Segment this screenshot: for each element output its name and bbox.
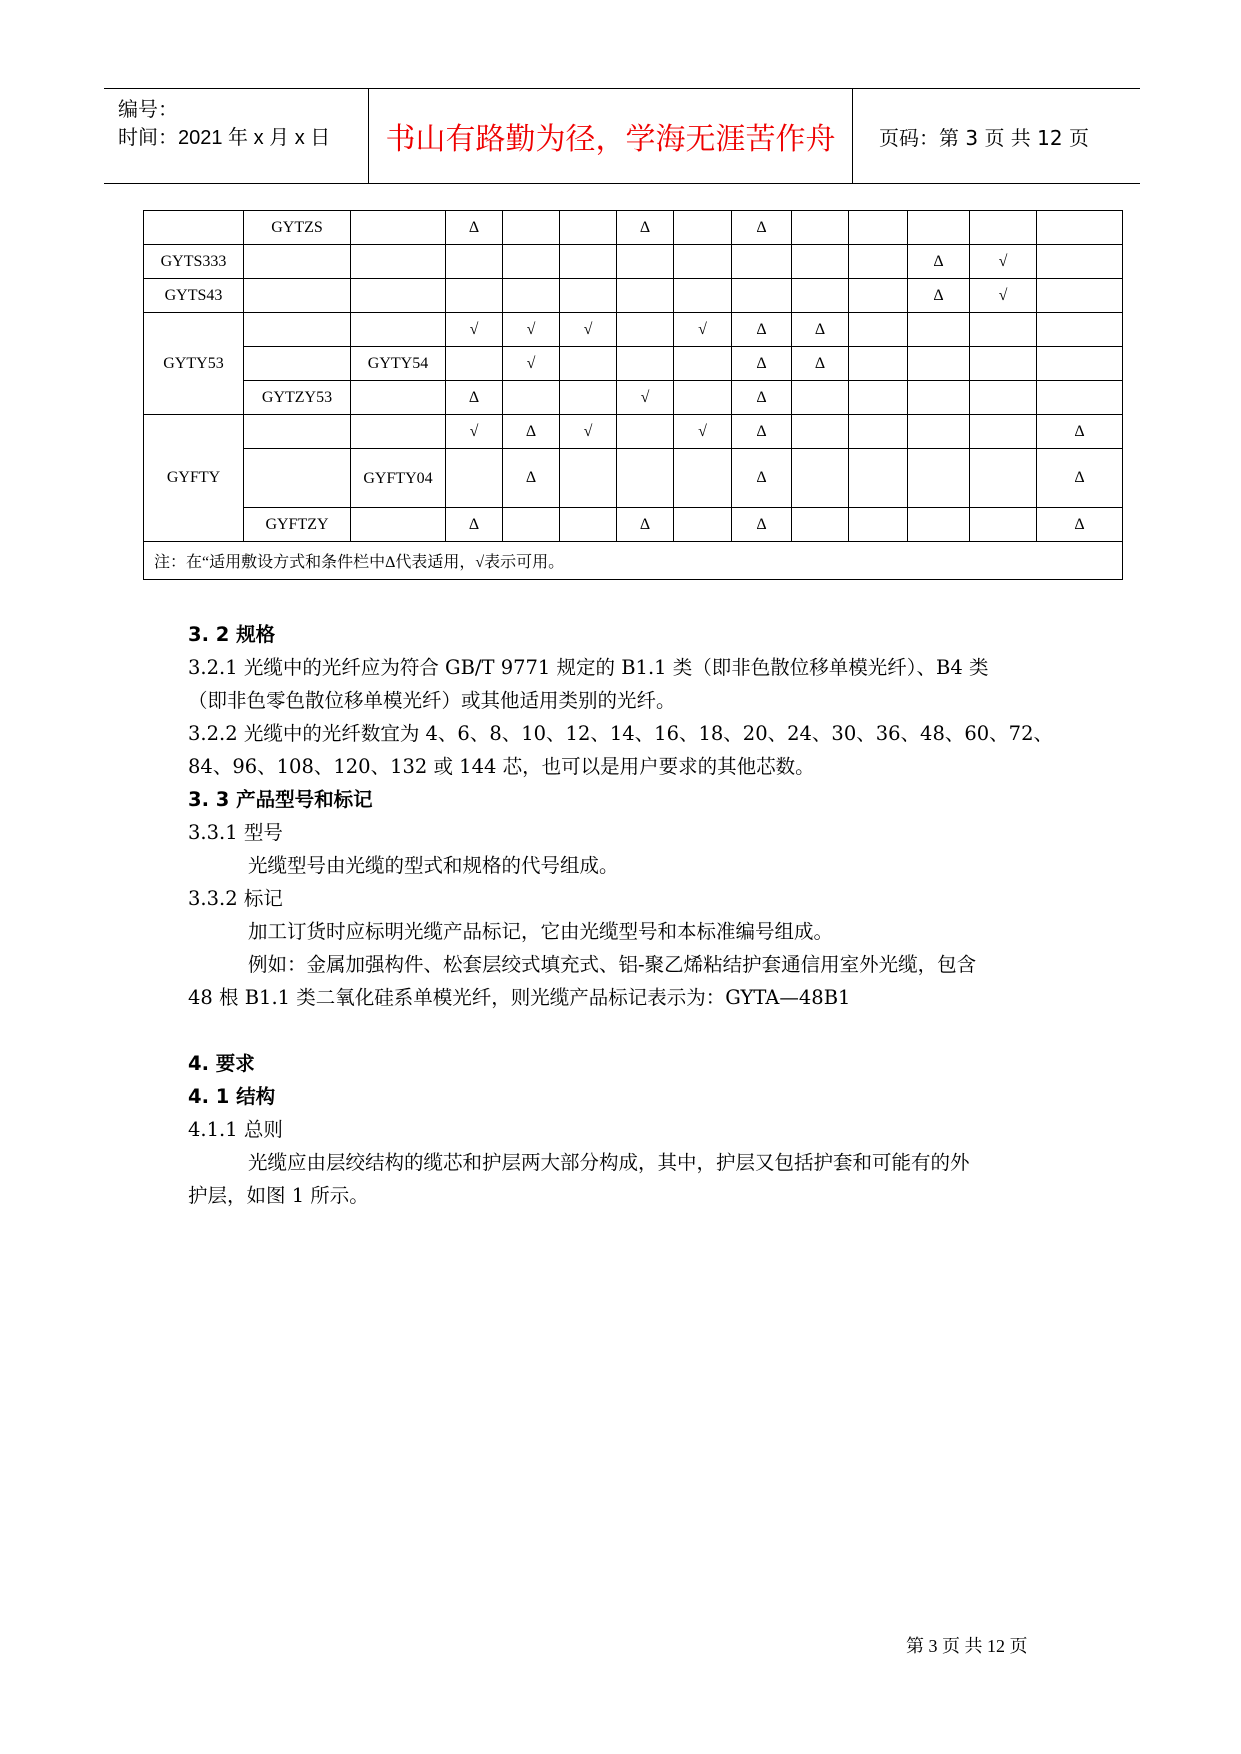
mark-cell	[849, 449, 908, 508]
mark-cell	[446, 279, 503, 313]
mark-cell: Δ	[1037, 449, 1123, 508]
mark-cell	[908, 381, 970, 415]
table-note: 注：在“适用敷设方式和条件栏中Δ代表适用，√表示可用。	[144, 542, 1123, 580]
mark-cell: Δ	[732, 381, 792, 415]
header-motto: 书山有路勤为径，学海无涯苦作舟	[369, 89, 853, 183]
mark-cell: Δ	[908, 279, 970, 313]
mark-cell	[1037, 381, 1123, 415]
table-row	[144, 381, 1123, 415]
mark-cell	[674, 347, 732, 381]
mark-cell	[617, 313, 674, 347]
mark-cell	[970, 211, 1037, 245]
mark-cell	[560, 449, 617, 508]
subtype-cell	[244, 449, 351, 508]
paragraph: （即非色零色散位移单模光纤）或其他适用类别的光纤。	[188, 689, 676, 712]
page-footer: 第 3 页 共 12 页	[906, 1636, 1028, 1656]
mark-cell	[674, 279, 732, 313]
mark-cell: Δ	[732, 313, 792, 347]
paragraph: 3.2.1 光缆中的光纤应为符合 GB/T 9771 规定的 B1.1 类（即非色散位移单模光纤）、B4 类	[188, 656, 989, 679]
variant-cell: GYTY54	[351, 347, 446, 381]
section-4-1-heading: 4. 1 结构	[188, 1085, 276, 1108]
variant-cell	[351, 211, 446, 245]
mark-cell	[849, 245, 908, 279]
paragraph: 48 根 B1.1 类二氧化硅系单模光纤，则光缆产品标记表示为：GYTA—48B1	[188, 986, 851, 1009]
cable-type-table	[143, 210, 1123, 580]
mark-cell: Δ	[732, 347, 792, 381]
mark-cell	[792, 211, 849, 245]
mark-cell: Δ	[732, 449, 792, 508]
mark-cell	[792, 245, 849, 279]
header-info-cell	[104, 89, 369, 183]
table-row	[144, 313, 1123, 347]
mark-cell: √	[560, 313, 617, 347]
mark-cell	[849, 508, 908, 542]
table-row	[144, 415, 1123, 449]
mark-cell	[908, 508, 970, 542]
variant-cell	[351, 381, 446, 415]
mark-cell: Δ	[617, 508, 674, 542]
subsection-heading: 3.3.1 型号	[188, 821, 283, 844]
mark-cell	[970, 508, 1037, 542]
mark-cell	[503, 245, 560, 279]
mark-cell: Δ	[908, 245, 970, 279]
mark-cell	[674, 508, 732, 542]
paragraph: 加工订货时应标明光缆产品标记，它由光缆型号和本标准编号组成。	[248, 920, 834, 943]
mark-cell	[1037, 313, 1123, 347]
document-number-label: 编号：	[118, 99, 178, 121]
subtype-cell: GYTZY53	[244, 381, 351, 415]
variant-cell	[351, 415, 446, 449]
mark-cell	[560, 381, 617, 415]
mark-cell	[908, 449, 970, 508]
section-3-3-heading: 3. 3 产品型号和标记	[188, 788, 373, 811]
mark-cell: √	[970, 279, 1037, 313]
table-row	[144, 279, 1123, 313]
table-row	[144, 449, 1123, 508]
mark-cell	[1037, 279, 1123, 313]
mark-cell	[446, 245, 503, 279]
mark-cell	[792, 279, 849, 313]
mark-cell	[1037, 347, 1123, 381]
mark-cell: √	[560, 415, 617, 449]
mark-cell	[674, 381, 732, 415]
paragraph: 3.2.2 光缆中的光纤数宜为 4、6、8、10、12、14、16、18、20、24、30、36、48、60、72、	[188, 722, 1053, 745]
subtype-cell	[244, 347, 351, 381]
mark-cell	[674, 245, 732, 279]
mark-cell	[908, 415, 970, 449]
header-page-label: 页码：第 3 页 共 12 页	[879, 125, 1089, 150]
mark-cell: √	[503, 347, 560, 381]
mark-cell	[617, 347, 674, 381]
mark-cell	[792, 449, 849, 508]
mark-cell	[732, 279, 792, 313]
subtype-cell: GYTZS	[244, 211, 351, 245]
mark-cell	[560, 347, 617, 381]
mark-cell	[560, 279, 617, 313]
mark-cell	[792, 415, 849, 449]
paragraph: 光缆型号由光缆的型式和规格的代号组成。	[248, 854, 619, 877]
mark-cell	[617, 245, 674, 279]
mark-cell: Δ	[446, 211, 503, 245]
subtype-cell	[244, 279, 351, 313]
mark-cell	[560, 211, 617, 245]
type-cell: GYTS43	[144, 279, 244, 313]
mark-cell: Δ	[446, 381, 503, 415]
mark-cell	[1037, 211, 1123, 245]
mark-cell	[446, 449, 503, 508]
subtype-cell	[244, 245, 351, 279]
mark-cell	[503, 279, 560, 313]
mark-cell: √	[617, 381, 674, 415]
mark-cell	[849, 211, 908, 245]
mark-cell: Δ	[1037, 415, 1123, 449]
paragraph: 例如：金属加强构件、松套层绞式填充式、铝-聚乙烯粘结护套通信用室外光缆，包含	[248, 953, 977, 976]
mark-cell: √	[446, 313, 503, 347]
mark-cell	[970, 347, 1037, 381]
mark-cell	[446, 347, 503, 381]
paragraph: 护层，如图 1 所示。	[188, 1184, 369, 1207]
mark-cell	[617, 279, 674, 313]
mark-cell	[970, 313, 1037, 347]
mark-cell: √	[503, 313, 560, 347]
section-4-heading: 4. 要求	[188, 1052, 255, 1075]
mark-cell	[849, 313, 908, 347]
table-row	[144, 211, 1123, 245]
section-3-2-heading: 3. 2 规格	[188, 623, 276, 646]
table-row	[144, 245, 1123, 279]
paragraph: 光缆应由层绞结构的缆芯和护层两大部分构成，其中，护层又包括护套和可能有的外	[248, 1151, 970, 1174]
mark-cell	[908, 347, 970, 381]
type-cell: GYTS333	[144, 245, 244, 279]
mark-cell	[503, 211, 560, 245]
mark-cell	[970, 415, 1037, 449]
mark-cell	[617, 415, 674, 449]
page-header	[104, 88, 1140, 184]
mark-cell: Δ	[732, 415, 792, 449]
mark-cell: √	[446, 415, 503, 449]
variant-cell	[351, 508, 446, 542]
mark-cell	[732, 245, 792, 279]
type-cell	[144, 211, 244, 245]
mark-cell	[560, 245, 617, 279]
mark-cell: Δ	[503, 449, 560, 508]
subsection-heading: 3.3.2 标记	[188, 887, 283, 910]
document-time-label: 时间：2021 年 x 月 x 日	[118, 127, 331, 149]
mark-cell	[503, 381, 560, 415]
document-body	[188, 618, 1068, 1212]
mark-cell	[849, 279, 908, 313]
variant-cell: GYFTY04	[351, 449, 446, 508]
mark-cell: Δ	[732, 211, 792, 245]
mark-cell	[849, 381, 908, 415]
mark-cell: Δ	[792, 347, 849, 381]
mark-cell: Δ	[503, 415, 560, 449]
type-cell: GYTY53	[144, 313, 244, 415]
mark-cell: Δ	[792, 313, 849, 347]
subtype-cell: GYFTZY	[244, 508, 351, 542]
mark-cell	[1037, 245, 1123, 279]
mark-cell	[617, 449, 674, 508]
variant-cell	[351, 245, 446, 279]
variant-cell	[351, 313, 446, 347]
table-row	[144, 508, 1123, 542]
subtype-cell	[244, 313, 351, 347]
mark-cell	[970, 449, 1037, 508]
mark-cell	[908, 313, 970, 347]
mark-cell	[849, 347, 908, 381]
mark-cell: Δ	[1037, 508, 1123, 542]
variant-cell	[351, 279, 446, 313]
mark-cell: Δ	[617, 211, 674, 245]
table-row	[144, 347, 1123, 381]
paragraph: 84、96、108、120、132 或 144 芯，也可以是用户要求的其他芯数。	[188, 755, 815, 778]
mark-cell	[674, 449, 732, 508]
mark-cell	[792, 381, 849, 415]
mark-cell	[674, 211, 732, 245]
type-cell: GYFTY	[144, 415, 244, 542]
subtype-cell	[244, 415, 351, 449]
mark-cell	[849, 415, 908, 449]
mark-cell	[908, 211, 970, 245]
table-note-row	[144, 542, 1123, 580]
mark-cell: √	[970, 245, 1037, 279]
mark-cell	[560, 508, 617, 542]
mark-cell: Δ	[446, 508, 503, 542]
mark-cell	[503, 508, 560, 542]
mark-cell	[970, 381, 1037, 415]
subsection-heading: 4.1.1 总则	[188, 1118, 283, 1141]
mark-cell: Δ	[732, 508, 792, 542]
mark-cell: √	[674, 313, 732, 347]
mark-cell: √	[674, 415, 732, 449]
mark-cell	[792, 508, 849, 542]
